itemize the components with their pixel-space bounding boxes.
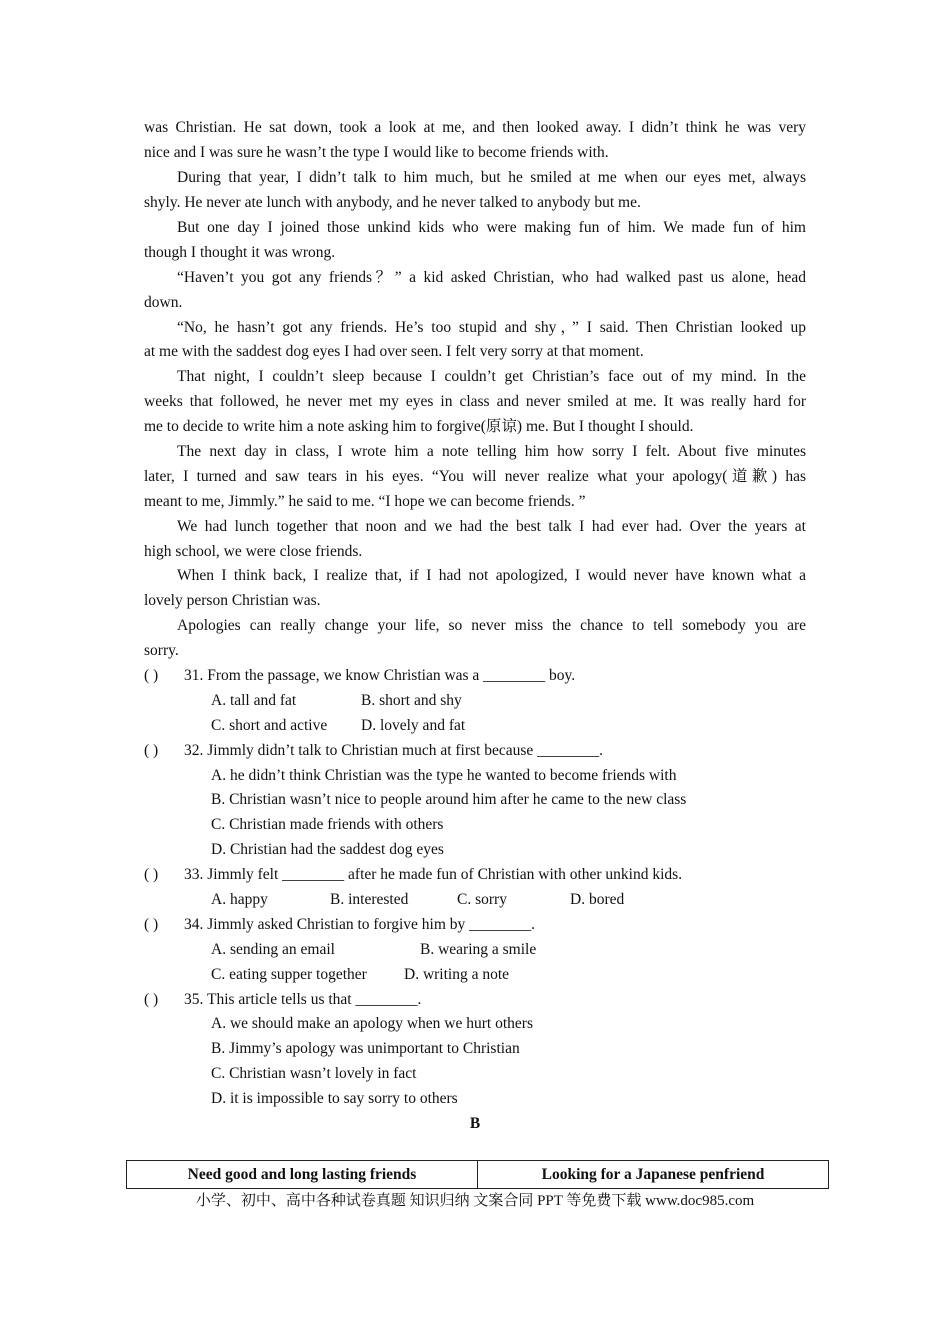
option-d: D. bored <box>570 891 625 908</box>
passage-line: meant to me, Jimmly.” he said to me. “I hope we can become friends. ” <box>144 493 586 510</box>
option-c: C. eating supper together <box>211 966 367 983</box>
table-header-cell: Need good and long lasting friends <box>187 1165 417 1183</box>
option-d: D. lovely and fat <box>361 717 466 734</box>
passage-line: weeks that followed, he never met my eyes in class and never smiled at me. It was really hard for <box>144 393 806 410</box>
option-a: A. sending an email <box>211 941 335 958</box>
passage-line: high school, we were close friends. <box>144 543 363 560</box>
passage-line: at me with the saddest dog eyes I had over seen. I felt very sorry at that moment. <box>144 343 644 360</box>
passage-line: sorry. <box>144 642 179 659</box>
table-header-cell: Looking for a Japanese penfriend <box>477 1161 828 1188</box>
answer-blank[interactable]: ( ) <box>144 991 159 1008</box>
passage-line: During that year, I didn’t talk to him much, but he smiled at me when our eyes met, always <box>177 169 806 186</box>
answer-blank[interactable]: ( ) <box>144 667 159 684</box>
option-d: D. Christian had the saddest dog eyes <box>211 841 444 858</box>
option-b: B. Jimmy’s apology was unimportant to Christian <box>211 1040 520 1057</box>
answer-blank[interactable]: ( ) <box>144 916 159 933</box>
question-text: 34. Jimmly asked Christian to forgive him by ________. <box>184 916 536 933</box>
passage-line: down. <box>144 294 183 311</box>
passage-line: When I think back, I realize that, if I had not apologized, I would never have known what a <box>177 567 806 584</box>
ads-table <box>126 1160 829 1189</box>
question-text: 35. This article tells us that ________. <box>184 991 422 1008</box>
passage-line: nice and I was sure he wasn’t the type I would like to become friends with. <box>144 144 609 161</box>
passage-line: though I thought it was wrong. <box>144 244 336 261</box>
option-b: B. Christian wasn’t nice to people around him after he came to the new class <box>211 791 687 808</box>
passage-line: The next day in class, I wrote him a note telling him how sorry I felt. About five minutes <box>177 443 806 460</box>
answer-blank[interactable]: ( ) <box>144 866 159 883</box>
passage-line: later, I turned and saw tears in his eyes. “You will never realize what your apology(道歉) has <box>144 468 806 485</box>
option-c: C. Christian wasn’t lovely in fact <box>211 1065 417 1082</box>
answer-blank[interactable]: ( ) <box>144 742 159 759</box>
option-d: D. it is impossible to say sorry to others <box>211 1090 458 1107</box>
option-a: A. we should make an apology when we hurt others <box>211 1015 533 1032</box>
page-footer: 小学、初中、高中各种试卷真题 知识归纳 文案合同 PPT 等免费下载 www.doc985.com <box>195 1193 755 1209</box>
section-heading: B <box>469 1115 481 1132</box>
option-a: A. he didn’t think Christian was the type he wanted to become friends with <box>211 767 677 784</box>
option-b: B. wearing a smile <box>420 941 537 958</box>
option-c: C. sorry <box>457 891 507 908</box>
passage-line: lovely person Christian was. <box>144 592 321 609</box>
passage-line: “No, he hasn’t got any friends. He’s too stupid and shy，” I said. Then Christian looked up <box>177 319 806 336</box>
option-b: B. short and shy <box>361 692 462 709</box>
passage-line: me to decide to write him a note asking him to forgive(原谅) me. But I thought I should. <box>144 418 694 435</box>
option-a: A. tall and fat <box>211 692 297 709</box>
passage-line: That night, I couldn’t sleep because I couldn’t get Christian’s face out of my mind. In the <box>177 368 806 385</box>
question-text: 31. From the passage, we know Christian was a ________ boy. <box>184 667 576 684</box>
passage-line: was Christian. He sat down, took a look at me, and then looked away. I didn’t think he was very <box>144 119 806 136</box>
passage-line: “Haven’t you got any friends？” a kid asked Christian, who had walked past us alone, head <box>177 269 806 286</box>
option-c: C. Christian made friends with others <box>211 816 444 833</box>
option-d: D. writing a note <box>404 966 510 983</box>
question-text: 32. Jimmly didn’t talk to Christian much at first because ________. <box>184 742 604 759</box>
option-c: C. short and active <box>211 717 328 734</box>
passage-line: But one day I joined those unkind kids who were making fun of him. We made fun of him <box>177 219 806 236</box>
passage-line: shyly. He never ate lunch with anybody, and he never talked to anybody but me. <box>144 194 641 211</box>
passage-line: Apologies can really change your life, so never miss the chance to tell somebody you are <box>177 617 806 634</box>
question-text: 33. Jimmly felt ________ after he made fun of Christian with other unkind kids. <box>184 866 683 883</box>
option-a: A. happy <box>211 891 268 908</box>
passage-line: We had lunch together that noon and we had the best talk I had ever had. Over the years at <box>177 518 806 535</box>
option-b: B. interested <box>330 891 409 908</box>
